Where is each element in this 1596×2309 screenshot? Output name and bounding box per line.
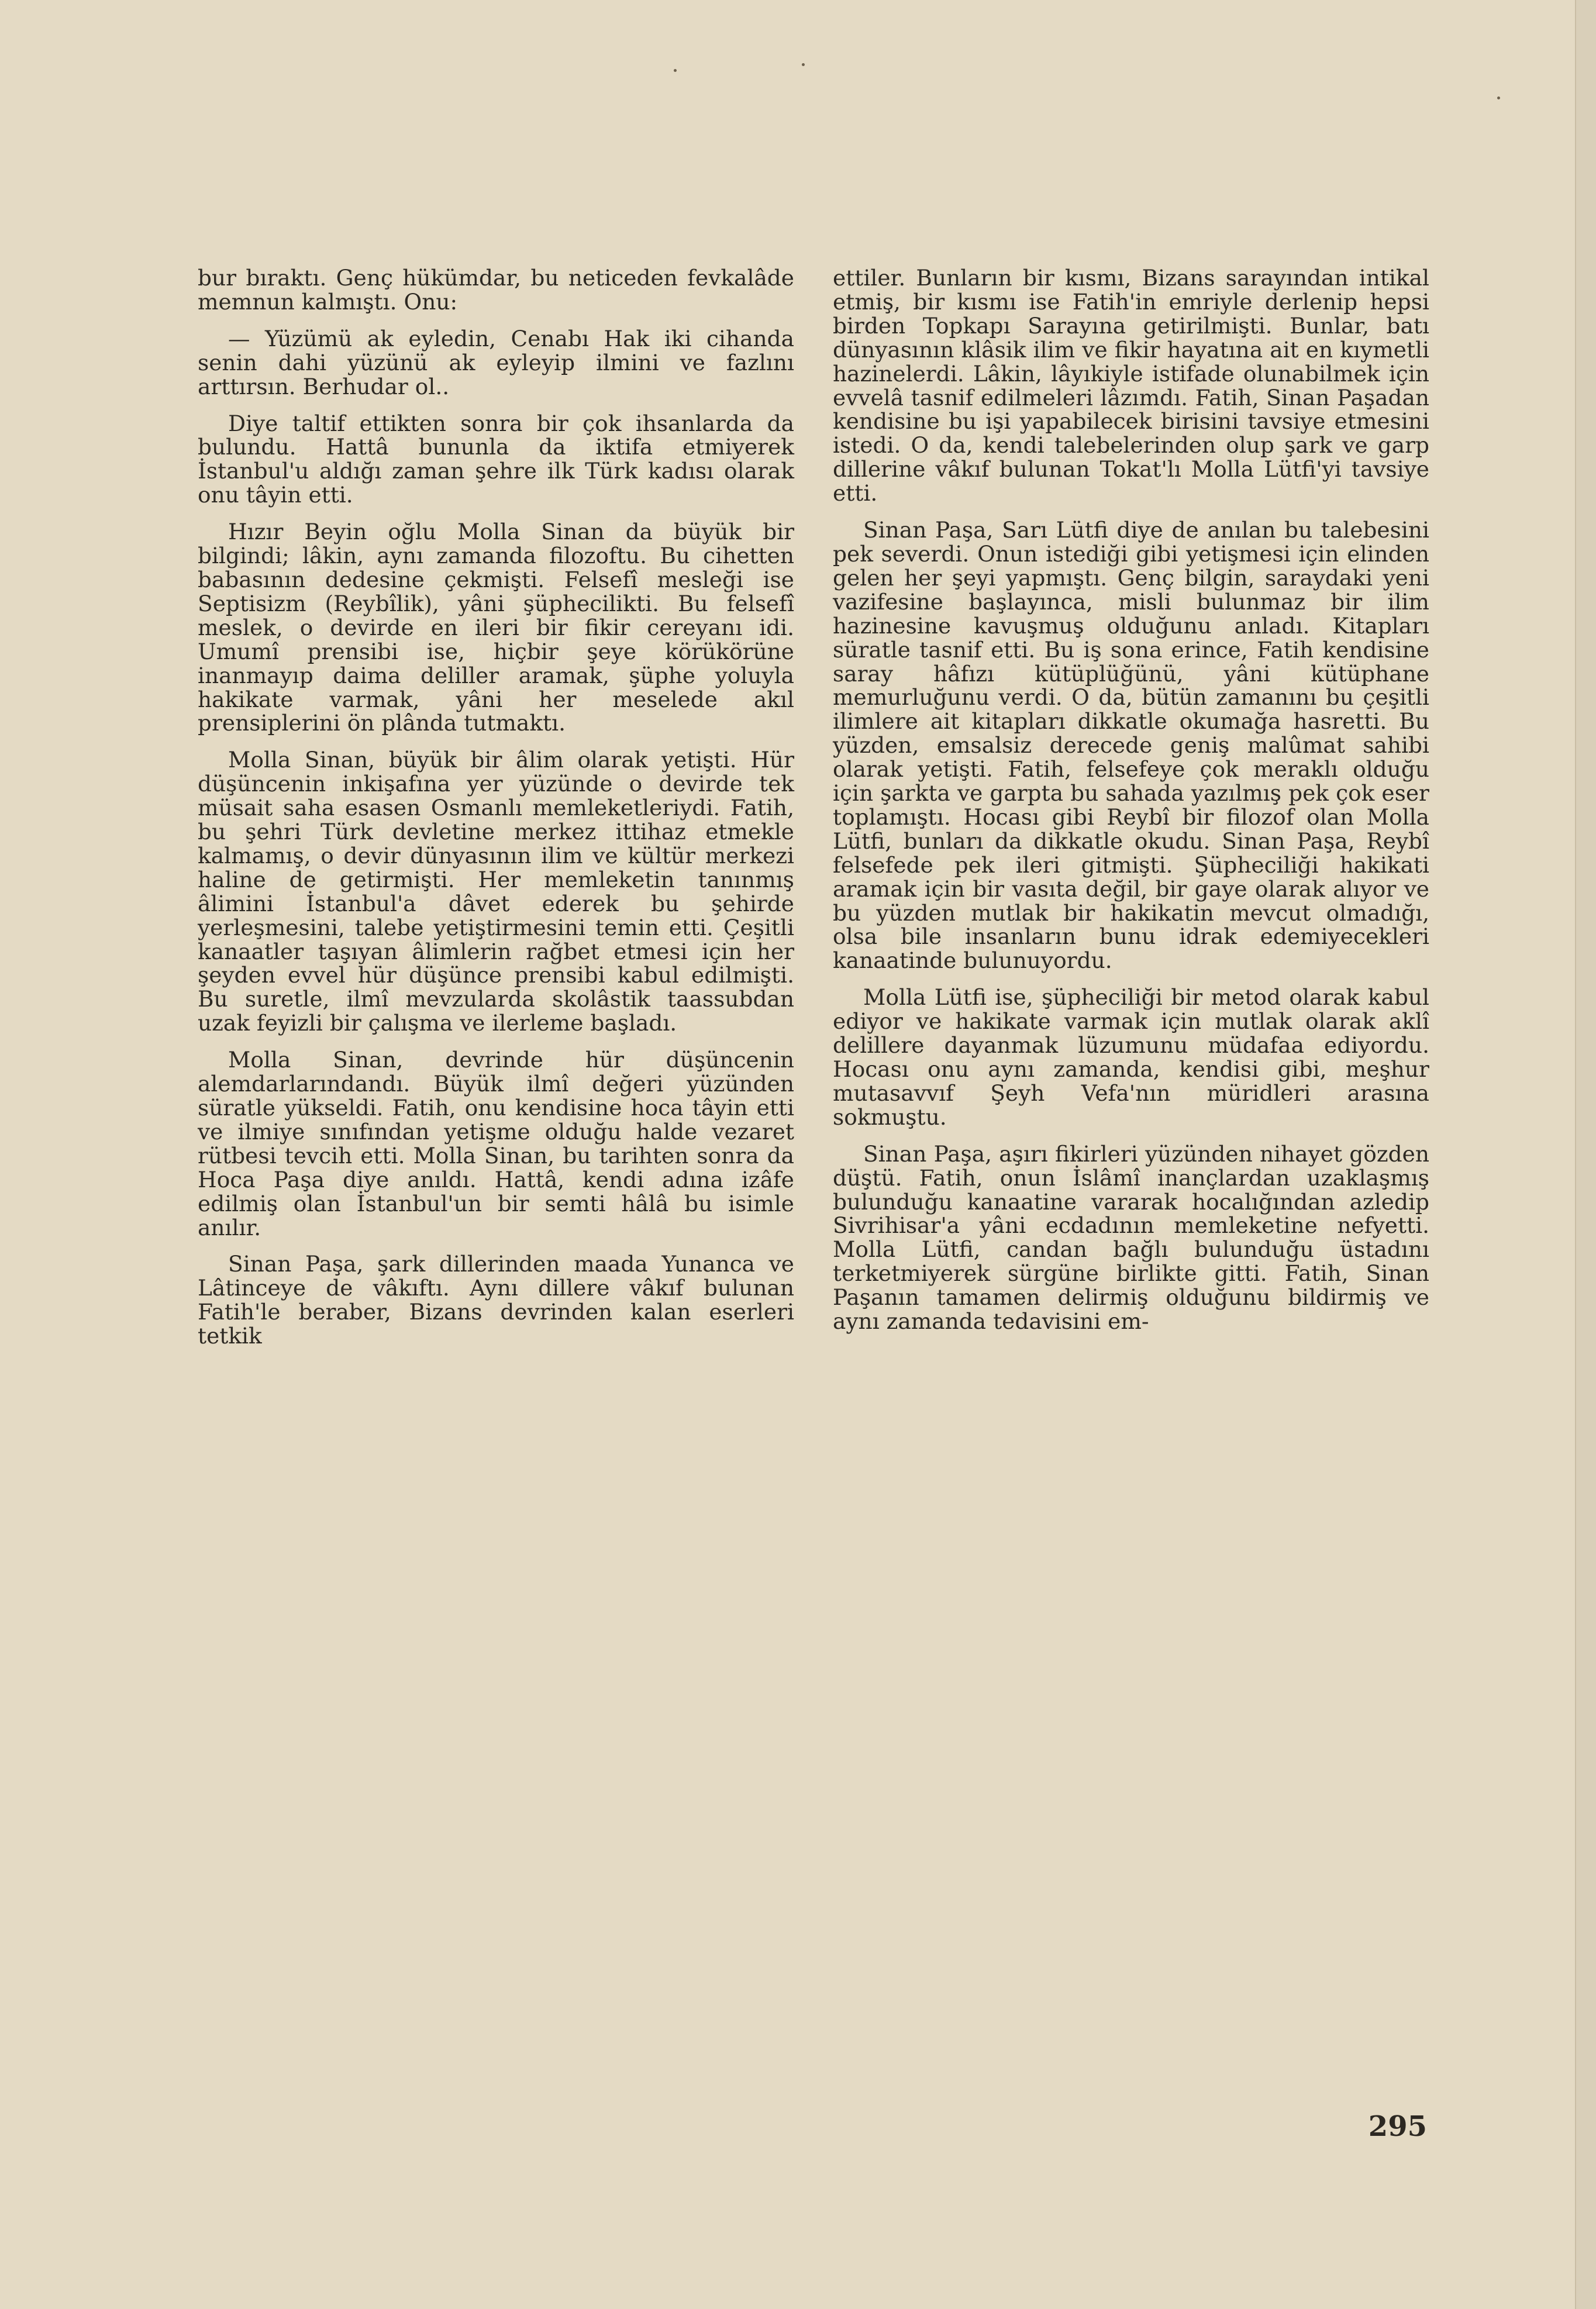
paragraph: ettiler. Bunların bir kısmı, Bizans sarayından intikal etmiş, bir kısmı ise Fatih'in emriyle derlenip hepsi birden Topkapı Sarayına getirilmişti. Bunlar, batı dünyasının klâsik ilim ve fikir hayatına ait en kıymetli hazinelerdi. Lâkin, lâyıkiyle istifade olunabilmek için evvelâ tasnif edilmeleri lâzımdı. Fatih, Sinan Paşadan kendisine bu işi yapabilecek birisini tavsiye etmesini istedi. O da, kendi talebelerinden olup şark ve garp dillerine vâkıf bulunan Tokat'lı Molla Lütfi'yi tavsiye etti. (833, 265, 1429, 506)
paragraph: Sinan Paşa, Sarı Lütfi diye de anılan bu talebesini pek severdi. Onun istediği gibi yetişmesi için elinden gelen her şeyi yapmıştı. Genç bilgin, saraydaki yeni vazifesine başlayınca, misli bulunmaz bir ilim hazinesine kavuşmuş olduğunu anladı. Kitapları süratle tasnif etti. Bu iş sona erince, Fatih kendisine saray hâfızı kütüplüğünü, yâni kütüphane memurluğunu verdi. O da, bütün zamanını bu çeşitli ilimlere ait kitapları dikkatle okumağa hasretti. Bu yüzden, emsalsiz derecede geniş malûmat sahibi olarak yetişti. Fatih, felsefeye çok meraklı olduğu için şarkta ve garpta bu sahada yazılmış pek çok eser toplamıştı. Hocası gibi Reybî bir filozof olan Molla Lütfi, bunları da dikkatle okudu. Sinan Paşa, Reybî felsefede pek ileri gitmişti. Şüpheciliği hakikati aramak için bir vasıta değil, bir gaye olarak alıyor ve bu yüzden mutlak bir hakikatin mevcut olmadığı, olsa bile insanların bunu idrak edemiyecekleri kanaatinde bulunuyordu. (833, 517, 1429, 974)
paragraph: bur bıraktı. Genç hükümdar, bu neticeden fevkalâde memnun kalmıştı. Onu: (198, 265, 794, 315)
paragraph: Sinan Paşa, aşırı fikirleri yüzünden nihayet gözden düştü. Fatih, onun İslâmî inançlardan uzaklaşmış bulunduğu kanaatine vararak hocalığından azledip Sivrihisar'a yâni ecdadının memleketine nefyetti. Molla Lütfi, candan bağlı bulunduğu üstadını terketmiyerek sürgüne birlikte gitti. Fatih, Sinan Paşanın tamamen delirmiş olduğunu bildirmiş ve aynı zamanda tedavisini em- (833, 1140, 1429, 1335)
paragraph: Diye taltif ettikten sonra bir çok ihsanlarda da bulundu. Hattâ bununla da iktifa etmiyerek İstanbul'u aldığı zaman şehre ilk Türk kadısı olarak onu tâyin etti. (198, 410, 794, 508)
right-column (833, 266, 1429, 1346)
paragraph: Molla Sinan, büyük bir âlim olarak yetişti. Hür düşüncenin inkişafına yer yüzünde o devirde tek müsait saha esasen Osmanlı memleketleriydi. Fatih, bu şehri Türk devletine merkez ittihaz etmekle kalmamış, o devir dünyasının ilim ve kültür merkezi haline de getirmişti. Her memleketin tanınmış âlimini İstanbul'a dâvet ederek bu şehirde yerleşmesini, talebe yetiştirmesini temin etti. Çeşitli kanaatler taşıyan âlimlerin rağbet etmesi için her şeyden evvel hür düşünce prensibi kabul edilmişti. Bu suretle, ilmî mevzularda skolâstik taassubdan uzak feyizli bir çalışma ve ilerleme başladı. (198, 747, 794, 1036)
paper-speck (1497, 97, 1500, 99)
paragraph: Molla Lütfi ise, şüpheciliği bir metod olarak kabul ediyor ve hakikate varmak için mutlak olarak aklî delillere dayanmak lüzumunu müdafaa ediyordu. Hocası onu aynı zamanda, kendisi gibi, meşhur mutasavvıf Şeyh Vefa'nın müridleri arasına sokmuştu. (833, 984, 1429, 1130)
paragraph: Molla Sinan, devrinde hür düşüncenin alemdarlarındandı. Büyük ilmî değeri yüzünden süratle yükseldi. Fatih, onu kendisine hoca tâyin etti ve ilmiye sınıfından yetişme olduğu halde vezaret rütbesi tevcih etti. Molla Sinan, bu tarihten sonra da Hoca Paşa diye anıldı. Hattâ, kendi adına izâfe edilmiş olan İstanbul'un bir semti hâlâ bu isimle anılır. (198, 1047, 794, 1240)
paragraph: Hızır Beyin oğlu Molla Sinan da büyük bir bilgindi; lâkin, aynı zamanda filozoftu. Bu cihetten babasının dedesine çekmişti. Felsefî mesleği ise Septisizm (Reybîlik), yâni şüphecilikti. Bu felsefî meslek, o devirde en ileri bir fikir cereyanı idi. Umumî prensibi ise, hiçbir şeye körükörüne inanmayıp daima deliller aramak, şüphe yoluyla hakikate varmak, yâni her meselede akıl prensiplerini ön plânda tutmaktı. (198, 519, 794, 736)
page-number: 295 (1368, 2110, 1427, 2143)
paper-speck (674, 69, 677, 72)
paragraph: Sinan Paşa, şark dillerinden maada Yunanca ve Lâtinceye de vâkıftı. Aynı dillere vâkıf bulunan Fatih'le beraber, Bizans devrinden kalan eserleri tetkik (198, 1251, 794, 1349)
paper-speck (802, 63, 805, 66)
paragraph: — Yüzümü ak eyledin, Cenabı Hak iki cihanda senin dahi yüzünü ak eyleyip ilmini ve fazlını arttırsın. Berhudar ol.. (198, 325, 794, 399)
page-edge (1575, 0, 1596, 2309)
left-column (198, 266, 794, 1361)
